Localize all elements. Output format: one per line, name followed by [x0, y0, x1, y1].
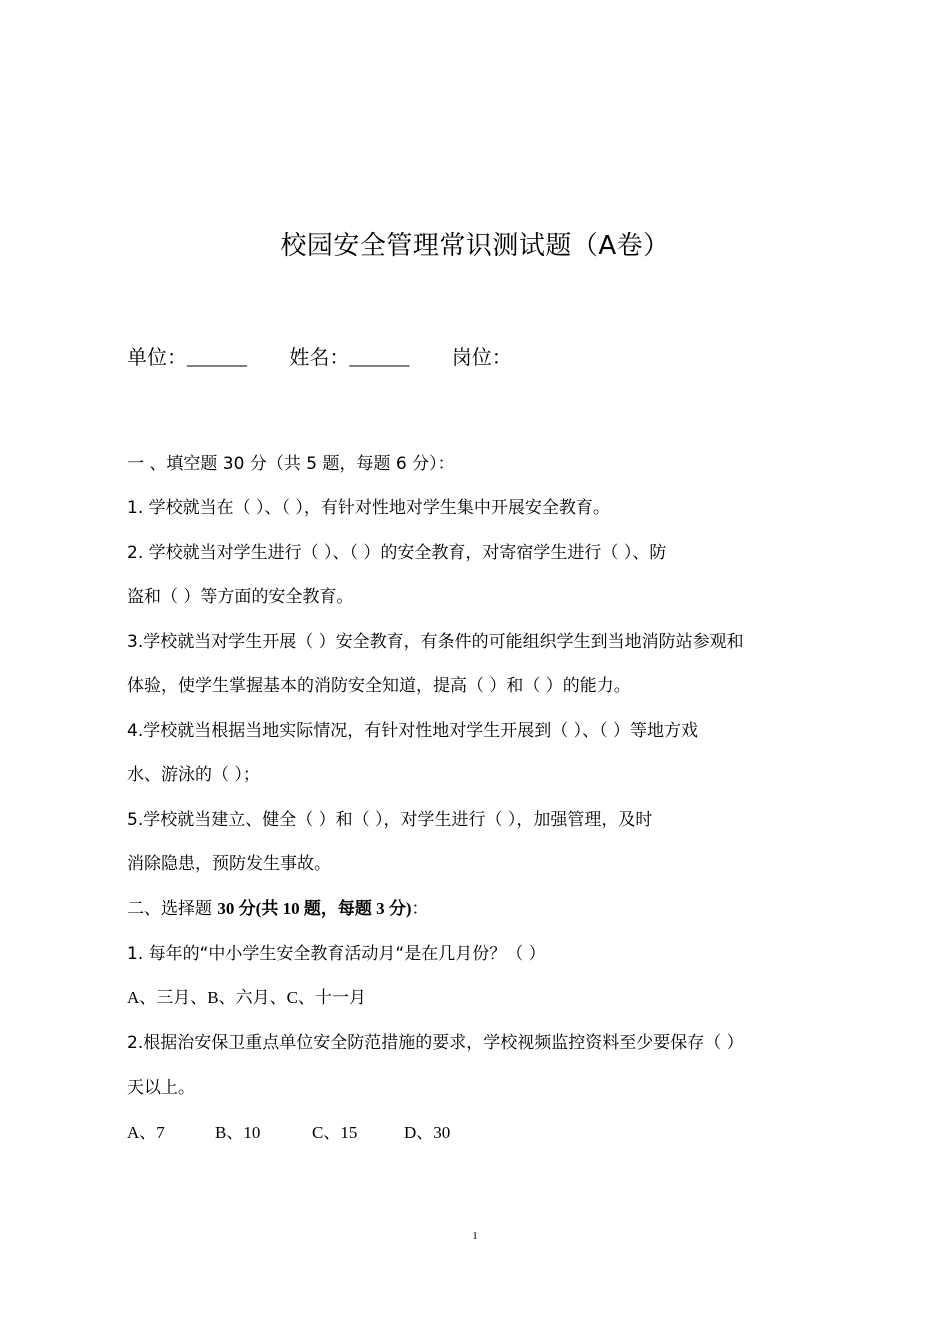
section1-line: 5.学校就当建立、健全（ ）和（ ），对学生进行（ ），加强管理，及时: [127, 810, 653, 830]
option-a: A、7: [127, 1123, 165, 1142]
page-title: 校园安全管理常识测试题（A卷）: [280, 231, 670, 261]
unit-label: 单位：: [127, 345, 187, 369]
section1-line: 盗和（ ）等方面的安全教育。: [127, 587, 354, 607]
name-label: 姓名：: [289, 345, 350, 369]
name-blank: ______: [349, 347, 410, 369]
section1-heading: 一 、填空题 30 分（共 5 题，每题 6 分）：: [127, 454, 455, 474]
section1-line: 4.学校就当根据当地实际情况，有针对性地对学生开展到（ ）、（ ）等地方戏: [127, 721, 699, 741]
unit-blank: ______: [187, 347, 247, 369]
section1-line: 1. 学校就当在（ ）、（ ），有针对性地对学生集中开展安全教育。: [127, 498, 610, 518]
section1-line: 3.学校就当对学生开展（ ）安全教育，有条件的可能组织学生到当地消防站参观和: [127, 632, 744, 652]
option-c: C、15: [312, 1123, 358, 1142]
question-2-options: [127, 1118, 837, 1148]
section2-heading-prefix: 二、选择题: [127, 899, 218, 919]
section1-line: 消除隐患，预防发生事故。: [127, 854, 331, 874]
section2-heading-suffix: ：: [411, 899, 429, 919]
section1-line: 体验，使学生掌握基本的消防安全知道，提高（ ）和（ ）的能力。: [127, 676, 631, 696]
section1-line: 2. 学校就当对学生进行（ ）、（ ）的安全教育，对寄宿学生进行（ ）、防: [127, 543, 667, 563]
question-2: 2.根据治安保卫重点单位安全防范措施的要求，学校视频监控资料至少要保存（ ）: [127, 1033, 744, 1053]
option-b: B、10: [215, 1123, 261, 1142]
post-label: 岗位：: [451, 345, 512, 369]
question-1: 1. 每年的“中小学生安全教育活动月“是在几月份？（ ）: [127, 944, 546, 964]
info-line: [127, 340, 512, 375]
option-d: D、30: [404, 1123, 451, 1142]
section2-heading-score: 30 分(共 10 题，每题 3 分): [217, 899, 412, 918]
question-2-continued: 天以上。: [127, 1078, 195, 1098]
section1-line: 水、游泳的（ ）；: [127, 765, 260, 785]
section2-heading: [127, 894, 837, 924]
question-1-options: A、三月、B、六月、C、十一月: [127, 988, 366, 1007]
page-number: 1: [472, 1230, 478, 1242]
